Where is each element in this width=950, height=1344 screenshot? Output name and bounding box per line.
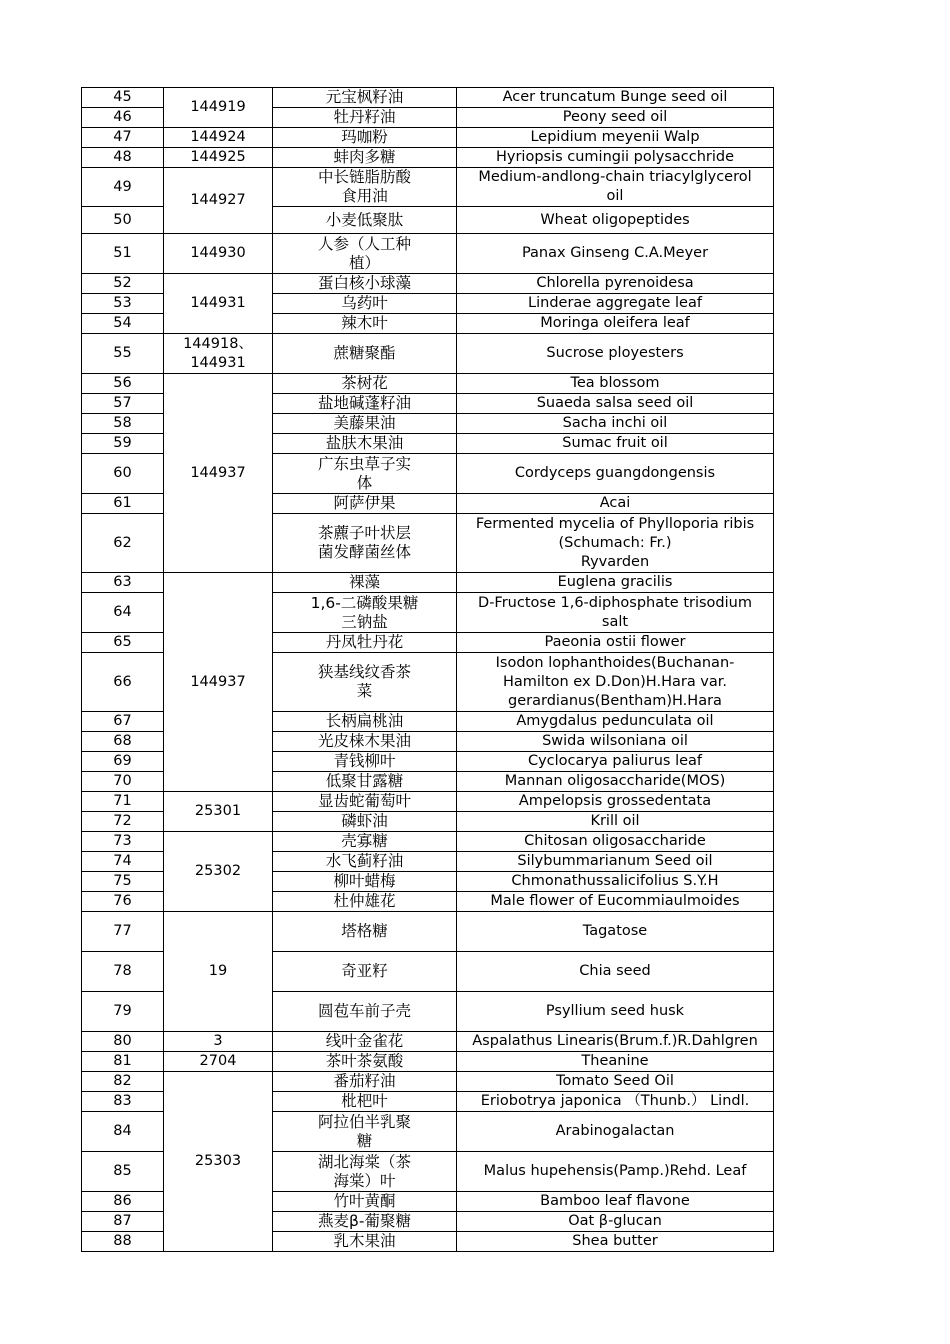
cell-serial-number[interactable]: 75	[82, 872, 164, 892]
cell-english-name[interactable]: Peony seed oil	[457, 108, 774, 128]
cell-english-name[interactable]: Male flower of Eucommiaulmoides	[457, 892, 774, 912]
cell-english-name[interactable]: Silybummarianum Seed oil	[457, 852, 774, 872]
table-row	[82, 148, 774, 168]
cell-english-name[interactable]: Oat β-glucan	[457, 1212, 774, 1232]
cell-chinese-name[interactable]: 茶藨子叶状层 菌发酵菌丝体	[273, 514, 457, 573]
cell-chinese-name[interactable]: 乳木果油	[273, 1232, 457, 1252]
cell-english-name[interactable]: Hyriopsis cumingii polysacchride	[457, 148, 774, 168]
cell-english-name[interactable]: Chia seed	[457, 952, 774, 992]
cell-chinese-name[interactable]: 狭基线纹香茶 菜	[273, 653, 457, 712]
cell-serial-number[interactable]: 57	[82, 394, 164, 414]
cell-chinese-name[interactable]: 丹凤牡丹花	[273, 633, 457, 653]
cell-serial-number[interactable]: 50	[82, 207, 164, 234]
cell-english-name[interactable]: Sumac fruit oil	[457, 434, 774, 454]
cell-announcement-code[interactable]: 144937	[164, 374, 273, 573]
cell-chinese-name[interactable]: 奇亚籽	[273, 952, 457, 992]
cell-chinese-name[interactable]: 牡丹籽油	[273, 108, 457, 128]
cell-chinese-name[interactable]: 广东虫草子实 体	[273, 454, 457, 494]
table-row	[82, 1072, 774, 1092]
cell-chinese-name[interactable]: 辣木叶	[273, 314, 457, 334]
cell-serial-number[interactable]: 78	[82, 952, 164, 992]
cell-chinese-name[interactable]: 长柄扁桃油	[273, 712, 457, 732]
cell-announcement-code[interactable]: 3	[164, 1032, 273, 1052]
table-row	[82, 128, 774, 148]
cell-english-name[interactable]: Sucrose ployesters	[457, 334, 774, 374]
cell-serial-number[interactable]: 69	[82, 752, 164, 772]
cell-chinese-name[interactable]: 乌药叶	[273, 294, 457, 314]
cell-serial-number[interactable]: 77	[82, 912, 164, 952]
cell-chinese-name[interactable]: 圆苞车前子壳	[273, 992, 457, 1032]
cell-english-name[interactable]: Suaeda salsa seed oil	[457, 394, 774, 414]
cell-english-name[interactable]: Lepidium meyenii Walp	[457, 128, 774, 148]
cell-chinese-name[interactable]: 蛋白核小球藻	[273, 274, 457, 294]
cell-serial-number[interactable]: 86	[82, 1192, 164, 1212]
cell-serial-number[interactable]: 63	[82, 573, 164, 593]
cell-chinese-name[interactable]: 1,6-二磷酸果糖 三钠盐	[273, 593, 457, 633]
cell-serial-number[interactable]: 76	[82, 892, 164, 912]
cell-announcement-code[interactable]: 2704	[164, 1052, 273, 1072]
cell-serial-number[interactable]: 65	[82, 633, 164, 653]
cell-chinese-name[interactable]: 盐地碱蓬籽油	[273, 394, 457, 414]
cell-english-name[interactable]: D-Fructose 1,6-diphosphate trisodium salt	[457, 593, 774, 633]
cell-english-name[interactable]: Cordyceps guangdongensis	[457, 454, 774, 494]
cell-serial-number[interactable]: 47	[82, 128, 164, 148]
cell-english-name[interactable]: Paeonia ostii flower	[457, 633, 774, 653]
cell-english-name[interactable]: Aspalathus Linearis(Brum.f.)R.Dahlgren	[457, 1032, 774, 1052]
cell-english-name[interactable]: Arabinogalactan	[457, 1112, 774, 1152]
cell-english-name[interactable]: Bamboo leaf flavone	[457, 1192, 774, 1212]
cell-serial-number[interactable]: 73	[82, 832, 164, 852]
cell-serial-number[interactable]: 45	[82, 88, 164, 108]
cell-chinese-name[interactable]: 盐肤木果油	[273, 434, 457, 454]
table-row	[82, 1032, 774, 1052]
table-row	[82, 88, 774, 108]
cell-chinese-name[interactable]: 茶树花	[273, 374, 457, 394]
cell-english-name[interactable]: Swida wilsoniana oil	[457, 732, 774, 752]
cell-english-name[interactable]: Acer truncatum Bunge seed oil	[457, 88, 774, 108]
cell-english-name[interactable]: Shea butter	[457, 1232, 774, 1252]
cell-announcement-code[interactable]: 144919	[164, 88, 273, 128]
cell-english-name[interactable]: Ampelopsis grossedentata	[457, 792, 774, 812]
cell-serial-number[interactable]: 51	[82, 234, 164, 274]
table-row	[82, 1052, 774, 1072]
cell-chinese-name[interactable]: 茶叶茶氨酸	[273, 1052, 457, 1072]
cell-english-name[interactable]: Krill oil	[457, 812, 774, 832]
cell-chinese-name[interactable]: 人参（人工种 植）	[273, 234, 457, 274]
cell-announcement-code[interactable]: 144918、 144931	[164, 334, 273, 374]
cell-chinese-name[interactable]: 水飞蓟籽油	[273, 852, 457, 872]
cell-english-name[interactable]: Medium-andlong-chain triacylglycerol oil	[457, 168, 774, 207]
cell-chinese-name[interactable]: 美藤果油	[273, 414, 457, 434]
cell-english-name[interactable]: Chlorella pyrenoidesa	[457, 274, 774, 294]
cell-english-name[interactable]: Panax Ginseng C.A.Meyer	[457, 234, 774, 274]
cell-chinese-name[interactable]: 蚌肉多糖	[273, 148, 457, 168]
cell-english-name[interactable]: Eriobotrya japonica （Thunb.） Lindl.	[457, 1092, 774, 1112]
cell-announcement-code[interactable]: 25303	[164, 1072, 273, 1252]
cell-chinese-name[interactable]: 蔗糖聚酯	[273, 334, 457, 374]
cell-english-name[interactable]: Moringa oleifera leaf	[457, 314, 774, 334]
cell-serial-number[interactable]: 61	[82, 494, 164, 514]
cell-english-name[interactable]: Tomato Seed Oil	[457, 1072, 774, 1092]
cell-serial-number[interactable]: 72	[82, 812, 164, 832]
cell-chinese-name[interactable]: 湖北海棠（茶 海棠）叶	[273, 1152, 457, 1192]
cell-chinese-name[interactable]: 磷虾油	[273, 812, 457, 832]
cell-english-name[interactable]: Tagatose	[457, 912, 774, 952]
cell-serial-number[interactable]: 58	[82, 414, 164, 434]
cell-english-name[interactable]: Linderae aggregate leaf	[457, 294, 774, 314]
table-row	[82, 792, 774, 812]
cell-english-name[interactable]: Malus hupehensis(Pamp.)Rehd. Leaf	[457, 1152, 774, 1192]
cell-chinese-name[interactable]: 杜仲雄花	[273, 892, 457, 912]
cell-chinese-name[interactable]: 壳寡糖	[273, 832, 457, 852]
cell-announcement-code[interactable]: 144937	[164, 573, 273, 792]
cell-english-name[interactable]: Amygdalus pedunculata oil	[457, 712, 774, 732]
cell-chinese-name[interactable]: 显齿蛇葡萄叶	[273, 792, 457, 812]
cell-english-name[interactable]: Euglena gracilis	[457, 573, 774, 593]
cell-chinese-name[interactable]: 裸藻	[273, 573, 457, 593]
cell-announcement-code[interactable]: 25302	[164, 832, 273, 912]
cell-announcement-code[interactable]: 144931	[164, 274, 273, 334]
cell-serial-number[interactable]: 87	[82, 1212, 164, 1232]
cell-chinese-name[interactable]: 阿拉伯半乳聚 糖	[273, 1112, 457, 1152]
cell-announcement-code[interactable]: 144924	[164, 128, 273, 148]
cell-english-name[interactable]: Mannan oligosaccharide(MOS)	[457, 772, 774, 792]
cell-chinese-name[interactable]: 燕麦β-葡聚糖	[273, 1212, 457, 1232]
cell-chinese-name[interactable]: 中长链脂肪酸 食用油	[273, 168, 457, 207]
cell-serial-number[interactable]: 59	[82, 434, 164, 454]
cell-chinese-name[interactable]: 线叶金雀花	[273, 1032, 457, 1052]
cell-english-name[interactable]: Tea blossom	[457, 374, 774, 394]
cell-announcement-code[interactable]: 19	[164, 912, 273, 1032]
cell-chinese-name[interactable]: 番茄籽油	[273, 1072, 457, 1092]
cell-announcement-code[interactable]: 144927	[164, 168, 273, 234]
cell-english-name[interactable]: Sacha inchi oil	[457, 414, 774, 434]
cell-announcement-code[interactable]: 25301	[164, 792, 273, 832]
cell-serial-number[interactable]: 66	[82, 653, 164, 712]
cell-announcement-code[interactable]: 144930	[164, 234, 273, 274]
cell-english-name[interactable]: Cyclocarya paliurus leaf	[457, 752, 774, 772]
cell-serial-number[interactable]: 54	[82, 314, 164, 334]
cell-chinese-name[interactable]: 青钱柳叶	[273, 752, 457, 772]
cell-serial-number[interactable]: 71	[82, 792, 164, 812]
table-row	[82, 573, 774, 593]
table-row	[82, 168, 774, 207]
cell-serial-number[interactable]: 74	[82, 852, 164, 872]
cell-serial-number[interactable]: 62	[82, 514, 164, 573]
cell-serial-number[interactable]: 84	[82, 1112, 164, 1152]
cell-chinese-name[interactable]: 塔格糖	[273, 912, 457, 952]
cell-serial-number[interactable]: 55	[82, 334, 164, 374]
cell-serial-number[interactable]: 80	[82, 1032, 164, 1052]
cell-english-name[interactable]: Chmonathussalicifolius S.Y.H	[457, 872, 774, 892]
cell-serial-number[interactable]: 83	[82, 1092, 164, 1112]
cell-announcement-code[interactable]: 144925	[164, 148, 273, 168]
cell-serial-number[interactable]: 70	[82, 772, 164, 792]
food-ingredient-table	[81, 87, 774, 1252]
cell-serial-number[interactable]: 56	[82, 374, 164, 394]
cell-chinese-name[interactable]: 小麦低聚肽	[273, 207, 457, 234]
table-row	[82, 234, 774, 274]
table-row	[82, 334, 774, 374]
cell-serial-number[interactable]: 48	[82, 148, 164, 168]
cell-serial-number[interactable]: 49	[82, 168, 164, 207]
cell-chinese-name[interactable]: 元宝枫籽油	[273, 88, 457, 108]
cell-serial-number[interactable]: 46	[82, 108, 164, 128]
table-row	[82, 832, 774, 852]
table-body	[82, 88, 774, 1252]
cell-chinese-name[interactable]: 玛咖粉	[273, 128, 457, 148]
cell-serial-number[interactable]: 85	[82, 1152, 164, 1192]
cell-serial-number[interactable]: 82	[82, 1072, 164, 1092]
cell-serial-number[interactable]: 79	[82, 992, 164, 1032]
cell-english-name[interactable]: Fermented mycelia of Phylloporia ribis (Schumach: Fr.) Ryvarden	[457, 514, 774, 573]
cell-english-name[interactable]: Wheat oligopeptides	[457, 207, 774, 234]
table-row	[82, 274, 774, 294]
cell-chinese-name[interactable]: 阿萨伊果	[273, 494, 457, 514]
cell-english-name[interactable]: Isodon lophanthoides(Buchanan- Hamilton ex D.Don)H.Hara var. gerardianus(Bentham)H.Hara	[457, 653, 774, 712]
cell-english-name[interactable]: Psyllium seed husk	[457, 992, 774, 1032]
cell-serial-number[interactable]: 81	[82, 1052, 164, 1072]
spreadsheet-table-container	[81, 87, 773, 1252]
cell-serial-number[interactable]: 64	[82, 593, 164, 633]
cell-serial-number[interactable]: 53	[82, 294, 164, 314]
table-row	[82, 912, 774, 952]
cell-serial-number[interactable]: 52	[82, 274, 164, 294]
cell-serial-number[interactable]: 88	[82, 1232, 164, 1252]
cell-chinese-name[interactable]: 竹叶黄酮	[273, 1192, 457, 1212]
cell-chinese-name[interactable]: 柳叶蜡梅	[273, 872, 457, 892]
cell-english-name[interactable]: Theanine	[457, 1052, 774, 1072]
cell-chinese-name[interactable]: 光皮梾木果油	[273, 732, 457, 752]
table-row	[82, 374, 774, 394]
cell-chinese-name[interactable]: 低聚甘露糖	[273, 772, 457, 792]
cell-chinese-name[interactable]: 枇杷叶	[273, 1092, 457, 1112]
cell-english-name[interactable]: Acai	[457, 494, 774, 514]
cell-serial-number[interactable]: 67	[82, 712, 164, 732]
cell-english-name[interactable]: Chitosan oligosaccharide	[457, 832, 774, 852]
cell-serial-number[interactable]: 68	[82, 732, 164, 752]
cell-serial-number[interactable]: 60	[82, 454, 164, 494]
